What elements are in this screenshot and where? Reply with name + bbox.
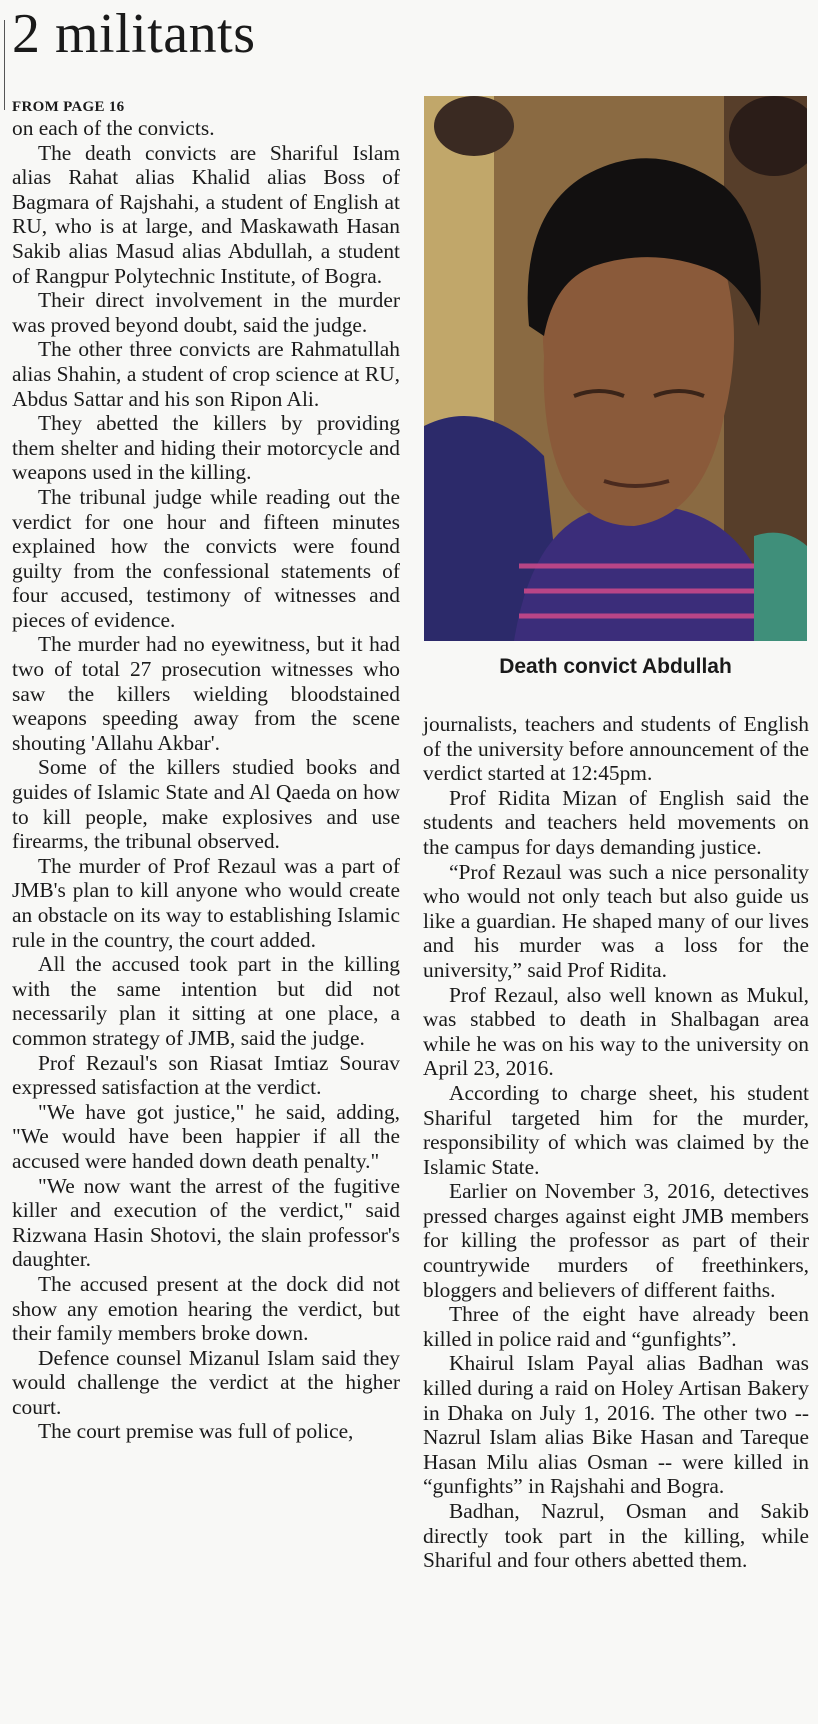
kicker: FROM PAGE 16 — [12, 99, 125, 115]
paragraph: The tribunal judge while reading out the verdict for one hour and fifteen minutes explained how the convicts were found guilty from the confessional statements of four accused, testimony of witnesses and pieces of evidence. — [12, 484, 400, 632]
convict-photo — [424, 96, 807, 641]
paragraph: All the accused took part in the killing with the same intention but did not necessarily plan it sitting at one place, a common strategy of JMB, said the judge. — [12, 952, 400, 1050]
paragraph: The accused present at the dock did not show any emotion hearing the verdict, but their family members broke down. — [12, 1271, 400, 1346]
paragraph: journalists, teachers and students of English of the university before announcement of the verdict started at 12:45pm. — [423, 712, 809, 786]
article-column-right — [423, 712, 809, 1573]
paragraph: Prof Rezaul, also well known as Mukul, was stabbed to death in Shalbagan area while he was on his way to the university on April 23, 2016. — [423, 982, 809, 1081]
paragraph: Badhan, Nazrul, Osman and Sakib directly took part in the killing, while Shariful and four others abetted them. — [423, 1499, 809, 1573]
paragraph: "We now want the arrest of the fugitive killer and execution of the verdict," said Rizwana Hasin Shotovi, the slain professor's daughter. — [12, 1173, 400, 1272]
paragraph: Defence counsel Mizanul Islam said they would challenge the verdict at the higher court. — [12, 1345, 400, 1419]
paragraph: "We have got justice," he said, adding, "We would have been happier if all the accused were handed down death penalty." — [12, 1099, 400, 1173]
paragraph: They abetted the killers by providing them shelter and hiding their motorcycle and weapons used in the killing. — [12, 411, 400, 485]
paragraph: on each of the convicts. — [12, 116, 215, 140]
paragraph: Prof Ridita Mizan of English said the students and teachers held movements on the campus for days demanding justice. — [423, 785, 809, 859]
paragraph: The murder of Prof Rezaul was a part of JMB's plan to kill anyone who would create an obstacle on its way to establishing Islamic rule in the country, the court added. — [12, 853, 400, 952]
headline: 2 militants — [12, 3, 256, 65]
paragraph: Earlier on November 3, 2016, detectives pressed charges against eight JMB members for killing the professor as part of their countrywide murders of freethinkers, bloggers and believers of different faiths. — [423, 1179, 809, 1302]
column-rule — [4, 20, 5, 110]
paragraph: Prof Rezaul's son Riasat Imtiaz Sourav expressed satisfaction at the verdict. — [12, 1050, 400, 1100]
paragraph: Their direct involvement in the murder was proved beyond doubt, said the judge. — [12, 288, 400, 337]
paragraph: Three of the eight have already been killed in police raid and “gunfights”. — [423, 1302, 809, 1351]
photo-caption: Death convict Abdullah — [499, 655, 732, 678]
paragraph: Khairul Islam Payal alias Badhan was killed during a raid on Holey Artisan Bakery in Dhaka on July 1, 2016. The other two -- Nazrul Islam alias Bike Hasan and Tareque Hasan Milu alias Osman -- were killed in “gunfights” in Rajshahi and Bogra. — [423, 1351, 809, 1499]
paragraph: Some of the killers studied books and guides of Islamic State and Al Qaeda on how to kill people, make explosives and use firearms, the tribunal observed. — [12, 755, 400, 854]
paragraph: The other three convicts are Rahmatullah alias Shahin, a student of crop science at RU, Abdus Sattar and his son Ripon Ali. — [12, 337, 400, 411]
paragraph: The murder had no eyewitness, but it had two of total 27 prosecution witnesses who saw the killers wielding bloodstained weapons speeding away from the scene shouting 'Allahu Akbar'. — [12, 632, 400, 755]
paragraph: The death convicts are Shariful Islam alias Rahat alias Khalid alias Boss of Bagmara of Rajshahi, a student of English at RU, who is at large, and Maskawath Hasan Sakib alias Masud alias Abdullah, a student of Rangpur Polytechnic Institute, of Bogra. — [12, 140, 400, 288]
paragraph: According to charge sheet, his student Shariful targeted him for the murder, responsibility of which was claimed by the Islamic State. — [423, 1080, 809, 1179]
paragraph: The court premise was full of police, — [38, 1419, 354, 1444]
paragraph: “Prof Rezaul was such a nice personality who would not only teach but also guide us like a guardian. He shaped many of our lives and his murder was a loss for the university,” said Prof Ridita. — [423, 859, 809, 982]
article-column-left — [12, 98, 400, 1444]
